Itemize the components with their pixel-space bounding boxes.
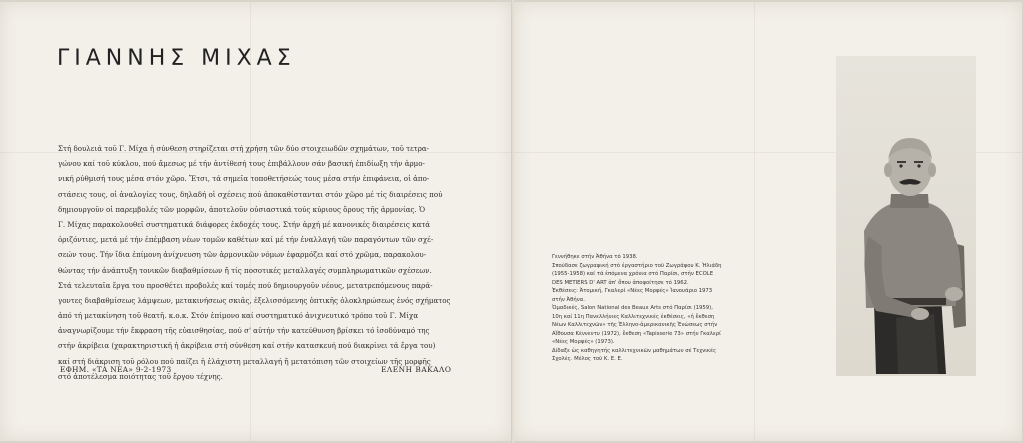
bio-line: Ὁμαδικές, Salon National des Beaux Arts στό Παρίσι (1959), [552,305,713,311]
review-line: δημιουργοῦν οἱ παρεμβολές τῶν μορφῶν, ἀποτελοῦν οὐσιαστικά τούς κύριους ὅρους τῆς ἁρμονίας. Ὁ [58,204,426,214]
review-line: γώνου καί τοῦ κύκλου, πού ἄμεσως μέ τήν ἀντίθεσή τους ἐπιβάλλουν σάν βασική ἐπιδίωξη τήν ἁρμο- [58,159,425,169]
bio-line: «Νέες Μορφές» (1973). [552,339,615,345]
review-line: ἀναγνωρίζουμε τήν ἔκφραση τῆς εὐαισθησίας, πού σ' αὐτήν τήν κατεύθυνση βρίσκει τό ἰσοδύναμό της [58,326,430,336]
bio-line: Σπούδασε ζωγραφική στό ἐργαστήριο τοῦ Ζωγράφου Κ. Ἠλιάδη [552,262,722,269]
artist-photo [836,56,976,376]
bio-line: DES METIERS D' ART ἀπ' ὅπου ἀποφοίτησε τό 1962. [552,279,689,286]
bio-line: Γεννήθηκε στήν Ἀθήνα τό 1938. [552,254,638,260]
bio-line: Δίδαξε ὡς καθηγητής καλλιτεχνικῶν μαθημάτων σέ Τεχνικές [552,347,717,354]
left-page [0,2,512,441]
review-line: στήν ἀκρίβεια (χαρακτηριστική ἡ ἀκρίβεια στή σύνθεση καί στήν κατασκευή πού διακρίνει τά ἔργα του) [58,341,436,351]
bio-line: Αἴθουσα Κέννεντυ (1972), ἔκθεση «Tapisserie 73» στήν Γκαλερί [552,330,721,337]
review-line: ἀπό τή μετακίνηση τοῦ θεατῆ. κ.ο.κ. Στόν ἐπίμονο καί συστηματικό ἀνιχνευτικό τρόπο τοῦ Γ. Μίχα [58,311,419,321]
review-line: στό ἀποτέλεσμα ποιότητας τοῦ ἔργου τέχνης. [58,371,223,381]
bio-line: Ἐκθέσεις: Ἀτομική, Γκαλερί «Νέες Μορφές» Ἰανουάριο 1973 [552,288,713,294]
review-line: νική ρύθμισή τους μέσα στόν χῶρο. Ἔτσι, τά σημεῖα τοποθετήσεώς τους μέσα στήν ἐπιφάνεια, οἱ ἀπο- [58,174,430,184]
review-line: ὀριζόντιες, μετά μέ τήν ἐπέμβαση νέων τομῶν καθέτων καί μέ τήν ἐναλλαγή τῶν παραγόντων τῶν σχέ- [58,235,434,245]
review-line: θώντας τήν ἀνάπτυξη τονικῶν διαβαθμίσεων ἤ τίς ποσοτικές μεταλλαγές συμπληρωματικῶν σχέσεων. [58,265,432,275]
artist-name-title: ΓΙΑΝΝΗΣ ΜΙΧΑΣ [57,46,296,71]
review-line: Στή δουλειά τοῦ Γ. Μίχα ἡ σύνθεση στηρίζεται στή χρήση τῶν δύο στοιχειωδῶν σχημάτων, τοῦ τετρα- [58,144,430,153]
bio-line: 10η καί 11η Πανελλήνιες Καλλιτεχνικές ἐκθέσεις, «ἡ ἔκθεση [552,313,715,320]
bio-line: στήν Ἀθήνα. [552,296,585,303]
review-line: στάσεις τους, οἱ ἀναλογίες τους, δηλαδή οἱ σχέσεις πού ἀποκαθίστανται στόν χῶρο μέ τίς διαιρέσεις πού [58,189,443,199]
review-line: καί στή διάκριση τοῦ ρόλου πού παίζει ἡ ἐλάχιστη μεταλλαγή ἤ μετατόπιση τῶν στοιχείων τῆς μορφῆς [58,356,431,366]
bio-line: Νέων Καλλιτεχνῶν» τῆς Ἑλληνο-ἀμερικανικῆς Ἑνώσεως στήν [552,322,718,328]
bio-line: (1955-1958) καί τά ἑπόμενα χρόνια στό Παρίσι, στήν ECOLE [552,271,714,277]
newspaper-source: ΕΦΗΜ. «ΤΑ ΝΕΑ» 9-2-1973 [60,365,172,374]
review-line: Στά τελευταῖα ἔργα του προσθέτει προβολές καί τομές πού δημιουργοῦν νέους, μετατρεπόμενους παρά- [58,280,433,290]
review-line: γοντες διαβαθμίσεως λάμψεων, μετακινήσεως σκιᾶς, ἐξελισσόμενης ὀπτικῆς ὁλοκληρώσεως ἑνός σχήματος [58,295,451,305]
review-line: Γ. Μίχας παρακολουθεῖ συστηματικά διάφορες ἐκδοχές τους. Στήν ἀρχή μέ κανονικές διαιρέσεις κατά [58,219,431,229]
review-line: σεών τους. Τήν ἴδια ἐπίμονη ἀνίχνευση τῶν ἁρμονικῶν νόμων ἐφαρμόζει καί στό χρῶμα, παρακολου- [58,250,427,260]
artist-portrait-drawing [836,56,976,376]
bio-line: Σχολές. Μέλος τοῦ Κ. Ε. Ε. [552,356,623,362]
paper-crease [754,2,755,441]
review-author: ΕΛΕΝΗ ΒΑΚΑΛΟ [381,365,452,374]
review-text [58,141,476,384]
artist-biography [552,253,817,364]
